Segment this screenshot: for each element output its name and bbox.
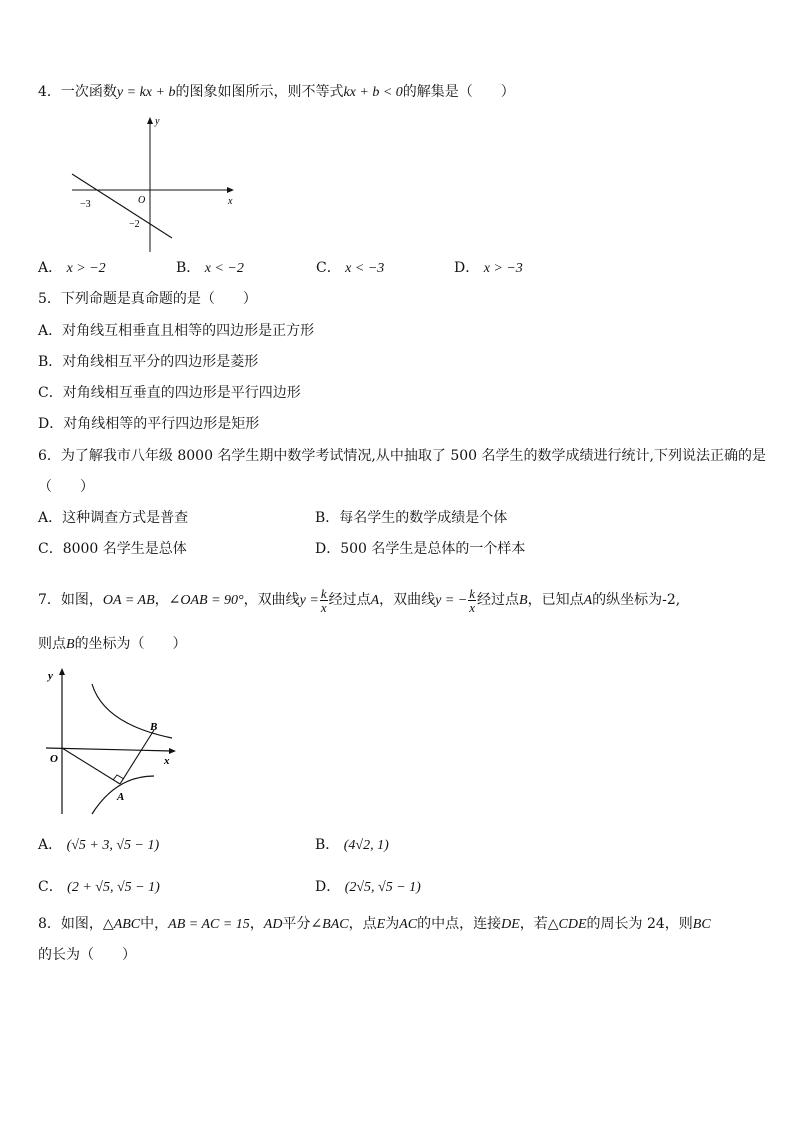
q4-y-arrow — [147, 117, 153, 124]
q7-fraction-2: $\frac{k}{x}$ — [469, 585, 476, 615]
q4-option-a[interactable]: A． x > −2 — [38, 260, 106, 276]
q7-segment-oa — [62, 748, 120, 784]
q7-graph — [44, 664, 184, 816]
q4-x-label: x — [228, 196, 233, 207]
q6-option-a[interactable]: A．这种调查方式是普查 — [38, 510, 189, 526]
q4-stem: 4．一次函数y = kx + b的图象如图所示，则不等式kx + b < 0的解集是（ ） — [38, 84, 515, 100]
q7-origin-label: O — [50, 753, 58, 765]
q4-option-d[interactable]: D． x > −3 — [454, 260, 523, 276]
q7-option-d[interactable]: D． (2√5, √5 − 1) — [315, 879, 421, 895]
q4-y-label: y — [155, 116, 160, 127]
q4-option-b[interactable]: B． x < −2 — [176, 260, 244, 276]
q7-y-label: y — [48, 670, 53, 682]
q4-x-arrow — [227, 187, 234, 193]
q4-graph — [62, 112, 242, 252]
q6-stem: 6．为了解我市八年级 8000 名学生期中数学考试情况,从中抽取了 500 名学生的数学成绩进行统计,下列说法正确的是 — [38, 448, 766, 464]
q4-x-intercept-label: −3 — [80, 199, 91, 210]
q6-option-d[interactable]: D．500 名学生是总体的一个样本 — [315, 541, 526, 557]
q7-y-arrow — [59, 668, 65, 675]
q7-option-c[interactable]: C． (2 + √5, √5 − 1) — [38, 879, 160, 895]
q6-option-c[interactable]: C．8000 名学生是总体 — [38, 541, 187, 557]
q5-stem: 5．下列命题是真命题的是（ ） — [38, 291, 257, 307]
q8-stem: 8．如图，△ABC中，AB = AC = 15，AD平分∠BAC，点E为AC的中点，连接DE，若△CDE的周长为 24，则BC — [38, 916, 711, 932]
q5-option-a[interactable]: A．对角线互相垂直且相等的四边形是正方形 — [38, 323, 315, 339]
q7-fraction-1: $\frac{k}{x}$ — [320, 585, 327, 615]
q7-x-label: x — [164, 755, 170, 767]
q6-option-b[interactable]: B．每名学生的数学成绩是个体 — [315, 510, 508, 526]
q7-x-arrow — [169, 748, 176, 754]
q7-option-b[interactable]: B． (4√2, 1) — [315, 837, 389, 853]
q7-point-a-label: A — [117, 791, 125, 803]
q7-stem: 7．如图，OA = AB，∠OAB = 90°，双曲线y = $\frac{k}{x}$ 经过点A，双曲线y = − $\frac{k}{x}$ 经过点B，已知点A的纵坐标为-2, — [38, 585, 681, 615]
q7-point-b-label: B — [150, 721, 158, 733]
q7-hyperbola-upper — [92, 684, 172, 738]
q5-option-c[interactable]: C．对角线相互垂直的四边形是平行四边形 — [38, 385, 301, 401]
q8-stem-line2: 的长为（ ） — [38, 947, 136, 963]
q5-option-d[interactable]: D．对角线相等的平行四边形是矩形 — [38, 416, 260, 432]
q7-stem-line2: 则点B的坐标为（ ） — [38, 636, 187, 652]
q7-option-a[interactable]: A． (√5 + 3, √5 − 1) — [38, 837, 160, 853]
q6-paren: （ ） — [38, 479, 94, 495]
q4-origin-label: O — [138, 195, 146, 206]
q4-option-c[interactable]: C． x < −3 — [316, 260, 385, 276]
q5-option-b[interactable]: B．对角线相互平分的四边形是菱形 — [38, 354, 259, 370]
q4-y-intercept-label: −2 — [129, 219, 140, 230]
